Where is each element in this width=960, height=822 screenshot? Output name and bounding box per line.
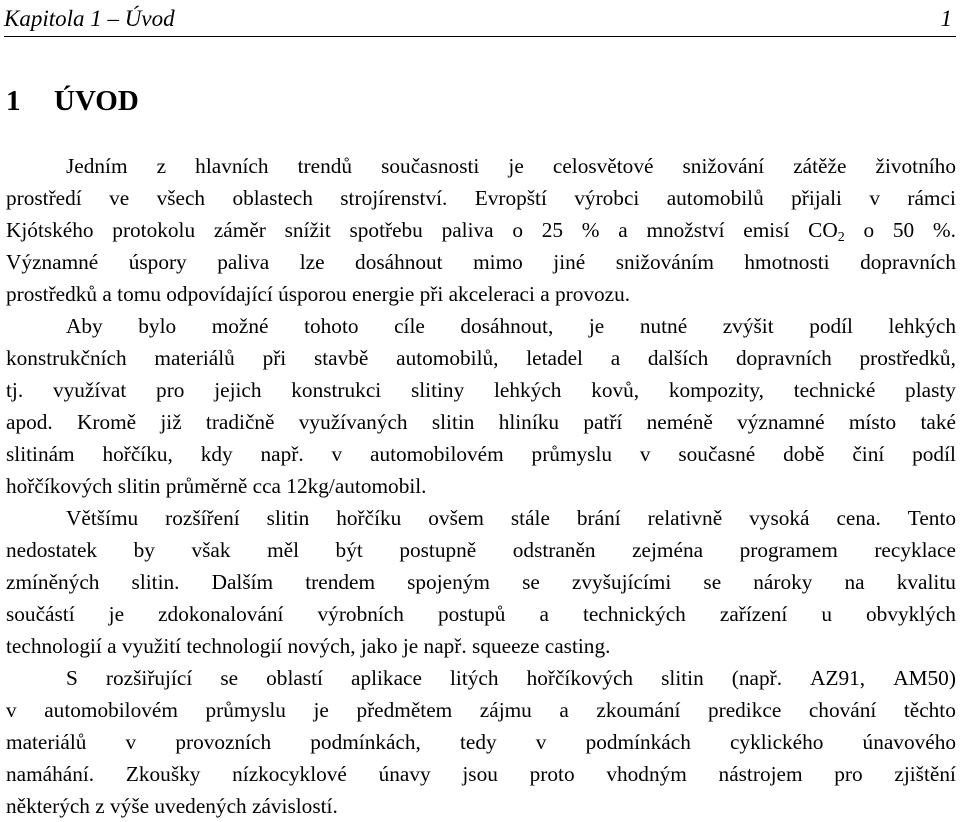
word: mimo: [473, 250, 523, 274]
word: zátěže: [793, 154, 847, 178]
word: trendem: [305, 570, 376, 594]
word: nároky: [753, 570, 813, 594]
running-header-title: Kapitola 1 – Úvod: [4, 6, 175, 31]
word: spotřebu: [349, 218, 423, 242]
word: zájmu: [479, 698, 532, 722]
word: konstrukci: [291, 378, 382, 402]
word: emisí: [743, 218, 790, 242]
word: na: [844, 570, 865, 594]
word: vhodným: [606, 762, 687, 786]
word: materiálů: [6, 730, 87, 754]
word: všech: [156, 186, 206, 210]
word: postupně: [399, 538, 477, 562]
word: zjištění: [894, 762, 956, 786]
text-line: [6, 534, 956, 566]
word: namáhání.: [6, 762, 95, 786]
word: zvýšit: [722, 314, 774, 338]
word: slitin.: [131, 570, 180, 594]
word: se: [703, 570, 722, 594]
word: činí: [852, 442, 885, 466]
word: aplikace: [351, 666, 422, 690]
word: podíl: [809, 314, 853, 338]
word: o: [863, 218, 875, 242]
word: kompozity,: [668, 378, 764, 402]
word: významné: [737, 410, 825, 434]
word: o: [512, 218, 523, 242]
word: Zkoušky: [125, 762, 201, 786]
word: únavového: [862, 730, 956, 754]
text-line: [6, 310, 956, 342]
text-line: [6, 182, 956, 214]
text-line: [6, 406, 956, 438]
word: postupů: [437, 602, 506, 626]
word: být: [335, 538, 363, 562]
text-line: [6, 662, 956, 694]
word: součástí: [6, 602, 75, 626]
word: možné: [211, 314, 269, 338]
word: bylo: [138, 314, 177, 338]
word: automobilů: [666, 186, 764, 210]
word: pro: [834, 762, 863, 786]
word: oblastech: [232, 186, 313, 210]
word: v: [331, 442, 343, 466]
paragraph: [6, 502, 956, 662]
word: predikce: [707, 698, 782, 722]
text-line: [6, 758, 956, 790]
word: konstrukčních: [6, 346, 127, 370]
word: AZ91,: [810, 666, 866, 690]
word: cena.: [836, 506, 881, 530]
word: zkoumání: [596, 698, 681, 722]
word: Dalším: [211, 570, 274, 594]
word: průmyslu: [205, 698, 286, 722]
word: ovšem: [428, 506, 484, 530]
word: současnosti: [381, 154, 480, 178]
word: paliva: [441, 218, 494, 242]
word: hořčíkových: [526, 666, 634, 690]
chapter-number: 1: [6, 85, 21, 117]
word: výrobních: [317, 602, 404, 626]
word: cyklického: [729, 730, 824, 754]
word: hmotnosti: [744, 250, 830, 274]
text-line: [6, 726, 956, 758]
word: životního: [875, 154, 956, 178]
word: jsou: [462, 762, 498, 786]
word: snižování: [682, 154, 765, 178]
word: letadel: [526, 346, 583, 370]
word: kvalitu: [896, 570, 956, 594]
word: technické: [793, 378, 876, 402]
word: brání: [576, 506, 621, 530]
word: prostředí: [6, 186, 82, 210]
word: je: [108, 602, 125, 626]
word: %: [581, 218, 600, 242]
text-line: [6, 438, 956, 470]
word: prostředků,: [859, 346, 956, 370]
word: spojeným: [407, 570, 490, 594]
word: době: [783, 442, 825, 466]
word: tradičně: [205, 410, 275, 434]
chapter-heading: [6, 84, 139, 118]
word: hořčíku,: [102, 442, 173, 466]
page-number: 1: [940, 6, 952, 31]
word: v: [535, 730, 547, 754]
word: průmyslu: [531, 442, 613, 466]
text-line: [6, 566, 956, 598]
paragraph: [6, 310, 956, 502]
paragraph: [6, 150, 956, 310]
word: celosvětové: [552, 154, 654, 178]
word: dopravních: [860, 250, 956, 274]
word: však: [191, 538, 231, 562]
word: automobilů,: [396, 346, 499, 370]
word: snižováním: [615, 250, 714, 274]
word: slitiny: [410, 378, 465, 402]
word: tohoto: [304, 314, 359, 338]
text-line: [6, 214, 956, 246]
text-line: [6, 694, 956, 726]
word: dalších: [647, 346, 709, 370]
word: předmětem: [356, 698, 453, 722]
word: podíl: [912, 442, 956, 466]
text-line: [6, 374, 956, 406]
word: množství: [646, 218, 725, 242]
chapter-title: ÚVOD: [54, 85, 139, 117]
word: stále: [510, 506, 550, 530]
word: Jedním: [66, 154, 128, 178]
word: obvyklých: [866, 602, 956, 626]
word: např.: [260, 442, 304, 466]
word: se: [220, 666, 239, 690]
word: dosáhnout,: [460, 314, 554, 338]
word: odstraněn: [512, 538, 596, 562]
running-header: [4, 2, 956, 37]
word: litých: [450, 666, 499, 690]
word: chování: [808, 698, 877, 722]
word: pro: [156, 378, 185, 402]
word: z: [156, 154, 167, 178]
word: hořčíku: [336, 506, 402, 530]
body-text: [6, 150, 956, 822]
word: 50: [892, 218, 915, 242]
word: v: [639, 442, 651, 466]
text-line: některých z výše uvedených závislostí.: [6, 794, 338, 818]
word: také: [920, 410, 956, 434]
word: v: [6, 698, 17, 722]
word: podmínkách,: [310, 730, 421, 754]
word: oblastí: [266, 666, 323, 690]
word: úspory: [128, 250, 187, 274]
word: v: [869, 186, 880, 210]
word: a: [618, 218, 628, 242]
word: využívat: [52, 378, 127, 402]
word: apod.: [6, 410, 53, 434]
word: lehkých: [888, 314, 956, 338]
word: stavbě: [313, 346, 369, 370]
word: a: [559, 698, 569, 722]
word: zdokonalování: [158, 602, 284, 626]
word: tedy: [460, 730, 497, 754]
word: tj.: [6, 378, 24, 402]
text-line: prostředků a tomu odpovídající úsporou energie při akceleraci a provozu.: [6, 282, 631, 306]
text-line: [6, 502, 956, 534]
word: snížit: [284, 218, 331, 242]
word: recyklace: [874, 538, 956, 562]
word: automobilovém: [370, 442, 504, 466]
word: rámci: [907, 186, 956, 210]
word: materiálů: [154, 346, 235, 370]
word: Tento: [907, 506, 956, 530]
word: současné: [678, 442, 756, 466]
word: při: [262, 346, 287, 370]
word: paliva: [217, 250, 270, 274]
word: nástrojem: [718, 762, 803, 786]
word: již: [160, 410, 182, 434]
word: rozšiřující: [105, 666, 193, 690]
word: jejich: [214, 378, 262, 402]
text-line: [6, 342, 956, 374]
paragraph: [6, 662, 956, 822]
word: u: [821, 602, 832, 626]
word: jiné: [553, 250, 586, 274]
word: je: [313, 698, 329, 722]
text-line: [6, 246, 956, 278]
word: vysoká: [749, 506, 810, 530]
word: přijali: [791, 186, 842, 210]
word: Kjótského: [6, 218, 94, 242]
word: trendů: [297, 154, 353, 178]
word: protokolu: [112, 218, 196, 242]
word: hliníku: [498, 410, 560, 434]
word: (např.: [731, 666, 783, 690]
word: kovů,: [591, 378, 640, 402]
word: plasty: [905, 378, 956, 402]
word: je: [588, 314, 605, 338]
word: a: [539, 602, 549, 626]
word: lze: [299, 250, 325, 274]
word: těchto: [903, 698, 956, 722]
word: kdy: [200, 442, 233, 466]
word: záměr: [213, 218, 266, 242]
word: zmíněných: [6, 570, 100, 594]
word: nutné: [639, 314, 688, 338]
word: cíle: [394, 314, 425, 338]
word: slitinám: [6, 442, 75, 466]
word: nízkocyklové: [232, 762, 347, 786]
word: a: [610, 346, 621, 370]
word: měl: [267, 538, 299, 562]
text-line: hořčíkových slitin průměrně cca 12kg/automobil.: [6, 474, 427, 498]
word: Většímu: [66, 506, 139, 530]
word: provozních: [175, 730, 272, 754]
word: dosáhnout: [355, 250, 443, 274]
word: využívaných: [298, 410, 408, 434]
word: patří: [583, 410, 623, 434]
word: slitin: [266, 506, 310, 530]
word: proto: [529, 762, 575, 786]
word: automobilovém: [44, 698, 178, 722]
word: zařízení: [719, 602, 788, 626]
word: programem: [739, 538, 838, 562]
subscript: 2: [837, 230, 845, 245]
word: S: [66, 666, 78, 690]
word: AM50): [893, 666, 956, 690]
word: je: [508, 154, 524, 178]
word: %.: [932, 218, 956, 242]
word: dopravních: [735, 346, 832, 370]
word: technických: [582, 602, 686, 626]
word: lehkých: [494, 378, 562, 402]
word: relativně: [647, 506, 723, 530]
word: únavy: [378, 762, 431, 786]
word: slitin: [661, 666, 704, 690]
word: ve: [109, 186, 130, 210]
word: v: [125, 730, 137, 754]
word: Kromě: [76, 410, 137, 434]
word: místo: [848, 410, 897, 434]
word: by: [133, 538, 155, 562]
word: neméně: [646, 410, 713, 434]
text-line: technologií a využití technologií nových, jako je např. squeeze casting.: [6, 634, 611, 658]
word: podmínkách: [585, 730, 691, 754]
word: Významné: [6, 250, 99, 274]
word: $CO_2$: [808, 218, 845, 245]
word: strojírenství.: [340, 186, 448, 210]
word: hlavních: [195, 154, 269, 178]
word: zvyšujícími: [571, 570, 672, 594]
text-line: [6, 598, 956, 630]
word: výrobci: [574, 186, 640, 210]
word: se: [522, 570, 540, 594]
word: zejména: [632, 538, 704, 562]
word: rozšíření: [165, 506, 240, 530]
word: slitin: [431, 410, 475, 434]
word: nedostatek: [6, 538, 98, 562]
text-line: [6, 150, 956, 182]
word: Aby: [66, 314, 103, 338]
word: 25: [541, 218, 564, 242]
word: Evropští: [474, 186, 547, 210]
